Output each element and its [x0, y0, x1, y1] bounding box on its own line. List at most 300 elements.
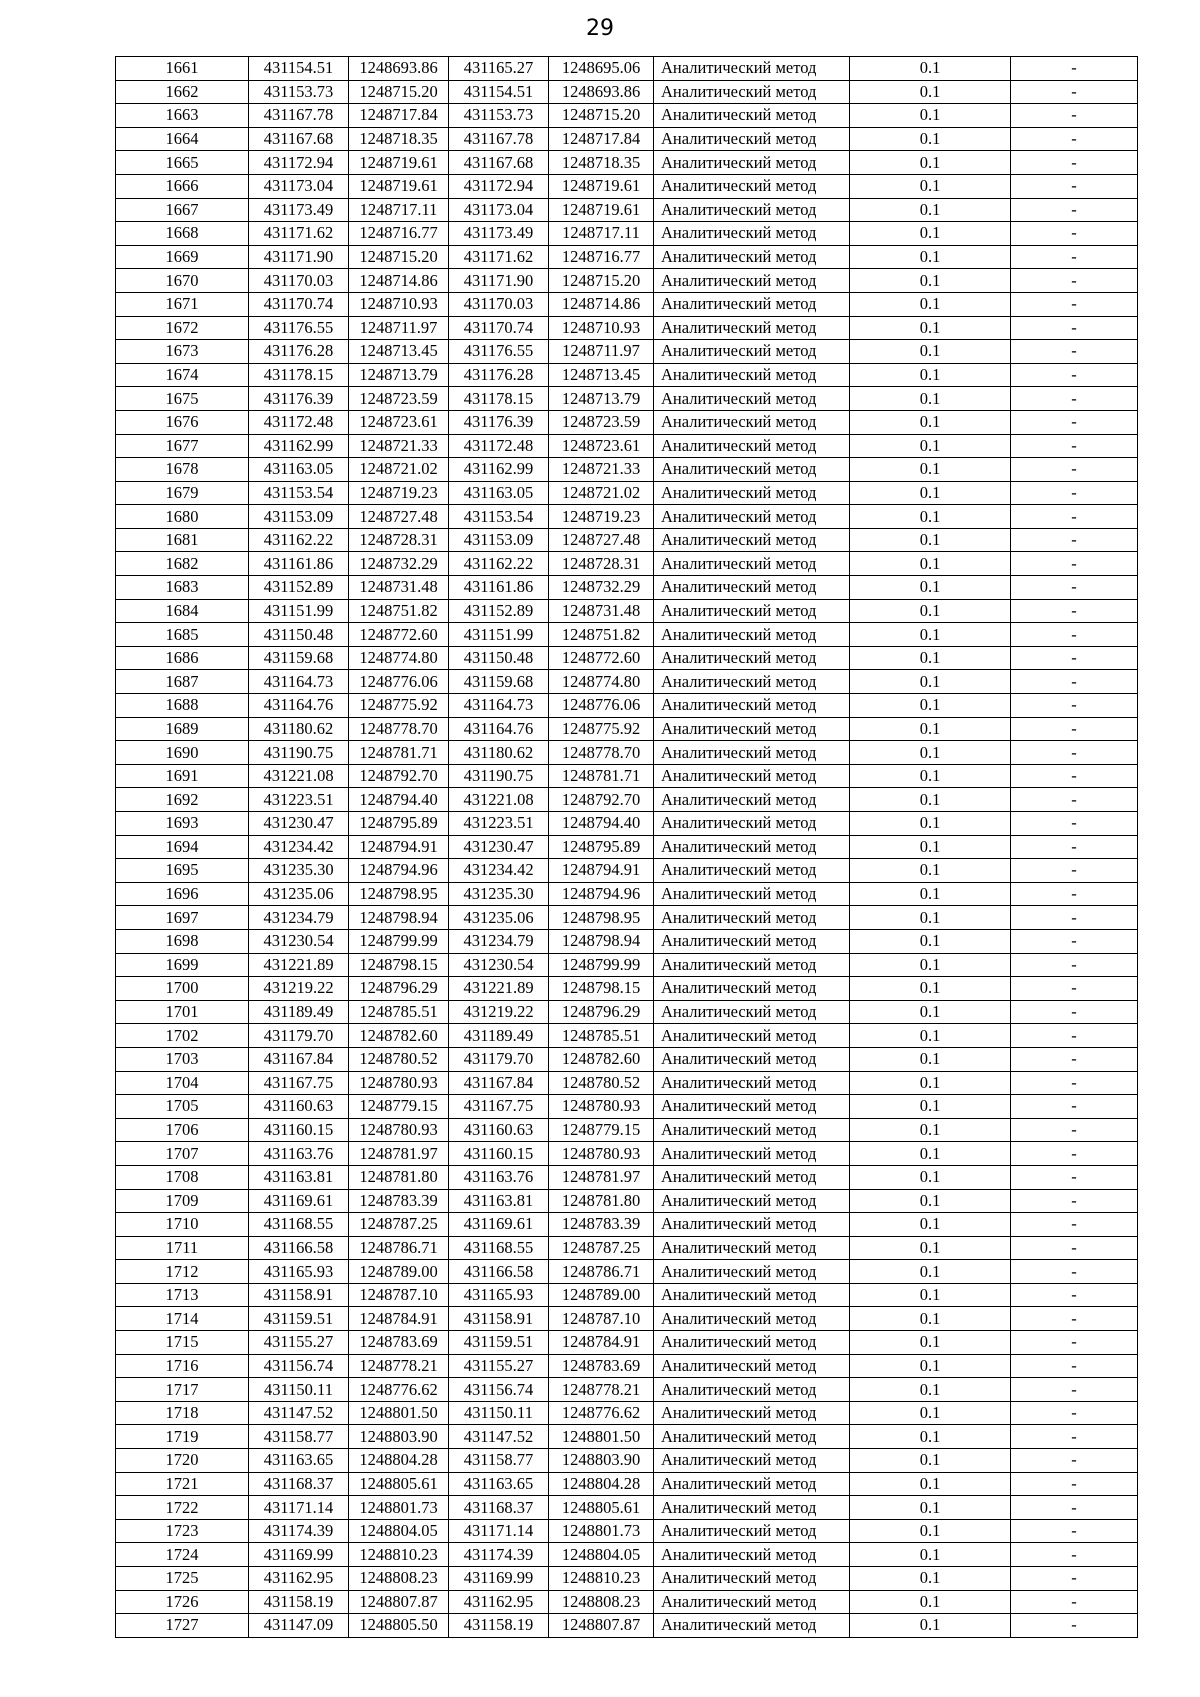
y-end-cell: 1248727.48 — [549, 528, 654, 552]
y-start-cell: 1248713.45 — [349, 340, 449, 364]
y-end-cell: 1248693.86 — [549, 80, 654, 104]
accuracy-cell: 0.1 — [850, 1024, 1011, 1048]
point-number-cell: 1712 — [116, 1260, 249, 1284]
accuracy-cell: 0.1 — [850, 1236, 1011, 1260]
table-row — [116, 434, 1138, 458]
y-end-cell: 1248785.51 — [549, 1024, 654, 1048]
x-start-cell: 431150.48 — [249, 623, 349, 647]
x-end-cell: 431150.48 — [449, 646, 549, 670]
point-number-cell: 1720 — [116, 1449, 249, 1473]
note-cell: - — [1011, 1449, 1138, 1473]
y-start-cell: 1248715.20 — [349, 80, 449, 104]
accuracy-cell: 0.1 — [850, 1142, 1011, 1166]
note-cell: - — [1011, 1236, 1138, 1260]
method-cell: Аналитический метод — [654, 741, 850, 765]
y-end-cell: 1248776.06 — [549, 694, 654, 718]
y-end-cell: 1248732.29 — [549, 576, 654, 600]
x-start-cell: 431152.89 — [249, 576, 349, 600]
x-start-cell: 431234.42 — [249, 835, 349, 859]
y-end-cell: 1248715.20 — [549, 104, 654, 128]
method-cell: Аналитический метод — [654, 127, 850, 151]
method-cell: Аналитический метод — [654, 481, 850, 505]
y-end-cell: 1248719.61 — [549, 198, 654, 222]
accuracy-cell: 0.1 — [850, 104, 1011, 128]
table-row — [116, 1425, 1138, 1449]
x-end-cell: 431168.55 — [449, 1236, 549, 1260]
table-row — [116, 552, 1138, 576]
x-end-cell: 431166.58 — [449, 1260, 549, 1284]
point-number-cell: 1725 — [116, 1567, 249, 1591]
table-row — [116, 1496, 1138, 1520]
table-row — [116, 1331, 1138, 1355]
y-end-cell: 1248783.39 — [549, 1213, 654, 1237]
y-start-cell: 1248798.94 — [349, 906, 449, 930]
x-start-cell: 431173.04 — [249, 174, 349, 198]
y-start-cell: 1248723.61 — [349, 410, 449, 434]
method-cell: Аналитический метод — [654, 599, 850, 623]
method-cell: Аналитический метод — [654, 1307, 850, 1331]
accuracy-cell: 0.1 — [850, 1213, 1011, 1237]
accuracy-cell: 0.1 — [850, 788, 1011, 812]
accuracy-cell: 0.1 — [850, 1519, 1011, 1543]
method-cell: Аналитический метод — [654, 882, 850, 906]
x-start-cell: 431167.84 — [249, 1047, 349, 1071]
accuracy-cell: 0.1 — [850, 953, 1011, 977]
x-start-cell: 431190.75 — [249, 741, 349, 765]
y-end-cell: 1248717.11 — [549, 222, 654, 246]
point-number-cell: 1708 — [116, 1165, 249, 1189]
note-cell: - — [1011, 1590, 1138, 1614]
y-end-cell: 1248805.61 — [549, 1496, 654, 1520]
note-cell: - — [1011, 174, 1138, 198]
x-end-cell: 431174.39 — [449, 1543, 549, 1567]
method-cell: Аналитический метод — [654, 174, 850, 198]
note-cell: - — [1011, 859, 1138, 883]
note-cell: - — [1011, 127, 1138, 151]
x-start-cell: 431176.39 — [249, 387, 349, 411]
y-end-cell: 1248782.60 — [549, 1047, 654, 1071]
method-cell: Аналитический метод — [654, 1378, 850, 1402]
point-number-cell: 1705 — [116, 1095, 249, 1119]
y-end-cell: 1248801.50 — [549, 1425, 654, 1449]
x-end-cell: 431219.22 — [449, 1000, 549, 1024]
table-row — [116, 694, 1138, 718]
y-end-cell: 1248803.90 — [549, 1449, 654, 1473]
x-start-cell: 431164.73 — [249, 670, 349, 694]
accuracy-cell: 0.1 — [850, 1614, 1011, 1638]
accuracy-cell: 0.1 — [850, 57, 1011, 81]
method-cell: Аналитический метод — [654, 387, 850, 411]
x-start-cell: 431161.86 — [249, 552, 349, 576]
note-cell: - — [1011, 1118, 1138, 1142]
x-start-cell: 431174.39 — [249, 1519, 349, 1543]
x-start-cell: 431163.76 — [249, 1142, 349, 1166]
accuracy-cell: 0.1 — [850, 1543, 1011, 1567]
accuracy-cell: 0.1 — [850, 1189, 1011, 1213]
note-cell: - — [1011, 1401, 1138, 1425]
x-end-cell: 431167.75 — [449, 1095, 549, 1119]
note-cell: - — [1011, 764, 1138, 788]
x-end-cell: 431170.74 — [449, 316, 549, 340]
y-start-cell: 1248717.84 — [349, 104, 449, 128]
y-start-cell: 1248798.15 — [349, 953, 449, 977]
x-start-cell: 431178.15 — [249, 363, 349, 387]
y-end-cell: 1248751.82 — [549, 623, 654, 647]
accuracy-cell: 0.1 — [850, 363, 1011, 387]
y-end-cell: 1248804.05 — [549, 1543, 654, 1567]
table-row — [116, 1000, 1138, 1024]
table-row — [116, 198, 1138, 222]
point-number-cell: 1674 — [116, 363, 249, 387]
y-start-cell: 1248804.28 — [349, 1449, 449, 1473]
note-cell: - — [1011, 269, 1138, 293]
x-start-cell: 431153.09 — [249, 505, 349, 529]
method-cell: Аналитический метод — [654, 1142, 850, 1166]
x-end-cell: 431190.75 — [449, 764, 549, 788]
x-end-cell: 431173.04 — [449, 198, 549, 222]
table-row — [116, 599, 1138, 623]
table-row — [116, 717, 1138, 741]
x-end-cell: 431160.63 — [449, 1118, 549, 1142]
method-cell: Аналитический метод — [654, 1496, 850, 1520]
table-row — [116, 835, 1138, 859]
x-start-cell: 431170.74 — [249, 292, 349, 316]
note-cell: - — [1011, 1189, 1138, 1213]
y-start-cell: 1248719.61 — [349, 151, 449, 175]
method-cell: Аналитический метод — [654, 1189, 850, 1213]
y-start-cell: 1248792.70 — [349, 764, 449, 788]
note-cell: - — [1011, 1354, 1138, 1378]
method-cell: Аналитический метод — [654, 458, 850, 482]
table-row — [116, 741, 1138, 765]
y-end-cell: 1248787.25 — [549, 1236, 654, 1260]
x-end-cell: 431167.84 — [449, 1071, 549, 1095]
point-number-cell: 1715 — [116, 1331, 249, 1355]
method-cell: Аналитический метод — [654, 788, 850, 812]
note-cell: - — [1011, 812, 1138, 836]
y-start-cell: 1248717.11 — [349, 198, 449, 222]
x-end-cell: 431147.52 — [449, 1425, 549, 1449]
x-end-cell: 431153.73 — [449, 104, 549, 128]
x-end-cell: 431221.08 — [449, 788, 549, 812]
y-end-cell: 1248787.10 — [549, 1307, 654, 1331]
accuracy-cell: 0.1 — [850, 1283, 1011, 1307]
point-number-cell: 1663 — [116, 104, 249, 128]
point-number-cell: 1673 — [116, 340, 249, 364]
accuracy-cell: 0.1 — [850, 1071, 1011, 1095]
note-cell: - — [1011, 835, 1138, 859]
note-cell: - — [1011, 1472, 1138, 1496]
method-cell: Аналитический метод — [654, 1449, 850, 1473]
x-end-cell: 431230.54 — [449, 953, 549, 977]
x-start-cell: 431164.76 — [249, 694, 349, 718]
y-end-cell: 1248798.15 — [549, 977, 654, 1001]
y-start-cell: 1248727.48 — [349, 505, 449, 529]
method-cell: Аналитический метод — [654, 1213, 850, 1237]
y-start-cell: 1248780.52 — [349, 1047, 449, 1071]
y-end-cell: 1248801.73 — [549, 1519, 654, 1543]
x-start-cell: 431156.74 — [249, 1354, 349, 1378]
y-end-cell: 1248721.02 — [549, 481, 654, 505]
x-end-cell: 431151.99 — [449, 623, 549, 647]
y-start-cell: 1248810.23 — [349, 1543, 449, 1567]
note-cell: - — [1011, 198, 1138, 222]
point-number-cell: 1666 — [116, 174, 249, 198]
x-end-cell: 431171.90 — [449, 269, 549, 293]
x-end-cell: 431171.14 — [449, 1519, 549, 1543]
y-start-cell: 1248719.61 — [349, 174, 449, 198]
y-end-cell: 1248728.31 — [549, 552, 654, 576]
accuracy-cell: 0.1 — [850, 505, 1011, 529]
y-end-cell: 1248780.93 — [549, 1095, 654, 1119]
method-cell: Аналитический метод — [654, 104, 850, 128]
method-cell: Аналитический метод — [654, 859, 850, 883]
y-start-cell: 1248789.00 — [349, 1260, 449, 1284]
note-cell: - — [1011, 953, 1138, 977]
x-end-cell: 431162.99 — [449, 458, 549, 482]
x-end-cell: 431169.99 — [449, 1567, 549, 1591]
y-end-cell: 1248776.62 — [549, 1401, 654, 1425]
table-row — [116, 1378, 1138, 1402]
note-cell: - — [1011, 80, 1138, 104]
y-end-cell: 1248810.23 — [549, 1567, 654, 1591]
y-end-cell: 1248780.52 — [549, 1071, 654, 1095]
x-start-cell: 431230.47 — [249, 812, 349, 836]
y-end-cell: 1248781.97 — [549, 1165, 654, 1189]
x-start-cell: 431221.89 — [249, 953, 349, 977]
x-end-cell: 431167.78 — [449, 127, 549, 151]
point-number-cell: 1724 — [116, 1543, 249, 1567]
y-start-cell: 1248785.51 — [349, 1000, 449, 1024]
x-end-cell: 431172.48 — [449, 434, 549, 458]
table-row — [116, 1401, 1138, 1425]
y-start-cell: 1248784.91 — [349, 1307, 449, 1331]
table-row — [116, 245, 1138, 269]
table-row — [116, 953, 1138, 977]
table-row — [116, 1071, 1138, 1095]
y-end-cell: 1248778.21 — [549, 1378, 654, 1402]
accuracy-cell: 0.1 — [850, 741, 1011, 765]
x-start-cell: 431162.95 — [249, 1567, 349, 1591]
point-number-cell: 1675 — [116, 387, 249, 411]
note-cell: - — [1011, 1213, 1138, 1237]
x-end-cell: 431169.61 — [449, 1213, 549, 1237]
x-end-cell: 431152.89 — [449, 599, 549, 623]
x-start-cell: 431169.99 — [249, 1543, 349, 1567]
method-cell: Аналитический метод — [654, 1118, 850, 1142]
accuracy-cell: 0.1 — [850, 694, 1011, 718]
note-cell: - — [1011, 670, 1138, 694]
table-row — [116, 1118, 1138, 1142]
accuracy-cell: 0.1 — [850, 1000, 1011, 1024]
y-start-cell: 1248723.59 — [349, 387, 449, 411]
x-start-cell: 431163.81 — [249, 1165, 349, 1189]
x-end-cell: 431165.27 — [449, 57, 549, 81]
accuracy-cell: 0.1 — [850, 458, 1011, 482]
point-number-cell: 1716 — [116, 1354, 249, 1378]
point-number-cell: 1682 — [116, 552, 249, 576]
x-end-cell: 431234.42 — [449, 859, 549, 883]
point-number-cell: 1717 — [116, 1378, 249, 1402]
point-number-cell: 1692 — [116, 788, 249, 812]
point-number-cell: 1702 — [116, 1024, 249, 1048]
accuracy-cell: 0.1 — [850, 906, 1011, 930]
x-start-cell: 431171.14 — [249, 1496, 349, 1520]
table-body — [116, 57, 1138, 1638]
table-row — [116, 1024, 1138, 1048]
note-cell: - — [1011, 694, 1138, 718]
note-cell: - — [1011, 245, 1138, 269]
accuracy-cell: 0.1 — [850, 222, 1011, 246]
table-row — [116, 222, 1138, 246]
y-start-cell: 1248796.29 — [349, 977, 449, 1001]
y-start-cell: 1248751.82 — [349, 599, 449, 623]
x-end-cell: 431153.54 — [449, 505, 549, 529]
x-start-cell: 431167.68 — [249, 127, 349, 151]
x-end-cell: 431172.94 — [449, 174, 549, 198]
point-number-cell: 1662 — [116, 80, 249, 104]
method-cell: Аналитический метод — [654, 505, 850, 529]
point-number-cell: 1694 — [116, 835, 249, 859]
y-end-cell: 1248772.60 — [549, 646, 654, 670]
accuracy-cell: 0.1 — [850, 1095, 1011, 1119]
y-start-cell: 1248805.50 — [349, 1614, 449, 1638]
note-cell: - — [1011, 1519, 1138, 1543]
method-cell: Аналитический метод — [654, 80, 850, 104]
x-end-cell: 431235.06 — [449, 906, 549, 930]
y-start-cell: 1248774.80 — [349, 646, 449, 670]
y-end-cell: 1248717.84 — [549, 127, 654, 151]
table-row — [116, 929, 1138, 953]
accuracy-cell: 0.1 — [850, 198, 1011, 222]
accuracy-cell: 0.1 — [850, 387, 1011, 411]
y-start-cell: 1248731.48 — [349, 576, 449, 600]
table-row — [116, 977, 1138, 1001]
table-row — [116, 174, 1138, 198]
point-number-cell: 1668 — [116, 222, 249, 246]
y-start-cell: 1248776.06 — [349, 670, 449, 694]
point-number-cell: 1711 — [116, 1236, 249, 1260]
note-cell: - — [1011, 1165, 1138, 1189]
accuracy-cell: 0.1 — [850, 835, 1011, 859]
method-cell: Аналитический метод — [654, 1283, 850, 1307]
point-number-cell: 1695 — [116, 859, 249, 883]
y-end-cell: 1248786.71 — [549, 1260, 654, 1284]
y-end-cell: 1248807.87 — [549, 1614, 654, 1638]
x-start-cell: 431171.62 — [249, 222, 349, 246]
note-cell: - — [1011, 1142, 1138, 1166]
method-cell: Аналитический метод — [654, 1165, 850, 1189]
x-end-cell: 431162.95 — [449, 1590, 549, 1614]
method-cell: Аналитический метод — [654, 1567, 850, 1591]
accuracy-cell: 0.1 — [850, 528, 1011, 552]
accuracy-cell: 0.1 — [850, 646, 1011, 670]
x-start-cell: 431234.79 — [249, 906, 349, 930]
y-end-cell: 1248798.94 — [549, 929, 654, 953]
y-start-cell: 1248805.61 — [349, 1472, 449, 1496]
y-end-cell: 1248789.00 — [549, 1283, 654, 1307]
note-cell: - — [1011, 552, 1138, 576]
note-cell: - — [1011, 1283, 1138, 1307]
note-cell: - — [1011, 741, 1138, 765]
x-start-cell: 431168.55 — [249, 1213, 349, 1237]
method-cell: Аналитический метод — [654, 717, 850, 741]
method-cell: Аналитический метод — [654, 694, 850, 718]
table-row — [116, 363, 1138, 387]
point-number-cell: 1690 — [116, 741, 249, 765]
x-start-cell: 431167.78 — [249, 104, 349, 128]
y-end-cell: 1248779.15 — [549, 1118, 654, 1142]
x-start-cell: 431155.27 — [249, 1331, 349, 1355]
accuracy-cell: 0.1 — [850, 1449, 1011, 1473]
coordinates-table — [115, 56, 1138, 1638]
method-cell: Аналитический метод — [654, 764, 850, 788]
note-cell: - — [1011, 646, 1138, 670]
point-number-cell: 1713 — [116, 1283, 249, 1307]
x-end-cell: 431176.28 — [449, 363, 549, 387]
x-end-cell: 431163.65 — [449, 1472, 549, 1496]
x-start-cell: 431159.51 — [249, 1307, 349, 1331]
accuracy-cell: 0.1 — [850, 929, 1011, 953]
x-start-cell: 431163.05 — [249, 458, 349, 482]
y-start-cell: 1248776.62 — [349, 1378, 449, 1402]
x-end-cell: 431179.70 — [449, 1047, 549, 1071]
point-number-cell: 1710 — [116, 1213, 249, 1237]
method-cell: Аналитический метод — [654, 977, 850, 1001]
table-row — [116, 576, 1138, 600]
note-cell: - — [1011, 1543, 1138, 1567]
table-row — [116, 812, 1138, 836]
point-number-cell: 1726 — [116, 1590, 249, 1614]
y-end-cell: 1248713.79 — [549, 387, 654, 411]
x-start-cell: 431179.70 — [249, 1024, 349, 1048]
table-row — [116, 1165, 1138, 1189]
accuracy-cell: 0.1 — [850, 1496, 1011, 1520]
note-cell: - — [1011, 1614, 1138, 1638]
y-end-cell: 1248794.91 — [549, 859, 654, 883]
y-end-cell: 1248774.80 — [549, 670, 654, 694]
y-start-cell: 1248794.91 — [349, 835, 449, 859]
x-end-cell: 431150.11 — [449, 1401, 549, 1425]
note-cell: - — [1011, 151, 1138, 175]
method-cell: Аналитический метод — [654, 292, 850, 316]
table-row — [116, 1472, 1138, 1496]
point-number-cell: 1670 — [116, 269, 249, 293]
x-start-cell: 431162.99 — [249, 434, 349, 458]
x-start-cell: 431221.08 — [249, 764, 349, 788]
x-start-cell: 431147.52 — [249, 1401, 349, 1425]
note-cell: - — [1011, 1425, 1138, 1449]
x-start-cell: 431171.90 — [249, 245, 349, 269]
method-cell: Аналитический метод — [654, 812, 850, 836]
y-start-cell: 1248710.93 — [349, 292, 449, 316]
table-row — [116, 788, 1138, 812]
y-start-cell: 1248808.23 — [349, 1567, 449, 1591]
accuracy-cell: 0.1 — [850, 599, 1011, 623]
point-number-cell: 1718 — [116, 1401, 249, 1425]
table-row — [116, 292, 1138, 316]
x-end-cell: 431230.47 — [449, 835, 549, 859]
method-cell: Аналитический метод — [654, 340, 850, 364]
x-end-cell: 431223.51 — [449, 812, 549, 836]
y-end-cell: 1248731.48 — [549, 599, 654, 623]
x-start-cell: 431172.94 — [249, 151, 349, 175]
accuracy-cell: 0.1 — [850, 245, 1011, 269]
table-row — [116, 1307, 1138, 1331]
x-start-cell: 431235.06 — [249, 882, 349, 906]
x-end-cell: 431153.09 — [449, 528, 549, 552]
point-number-cell: 1693 — [116, 812, 249, 836]
